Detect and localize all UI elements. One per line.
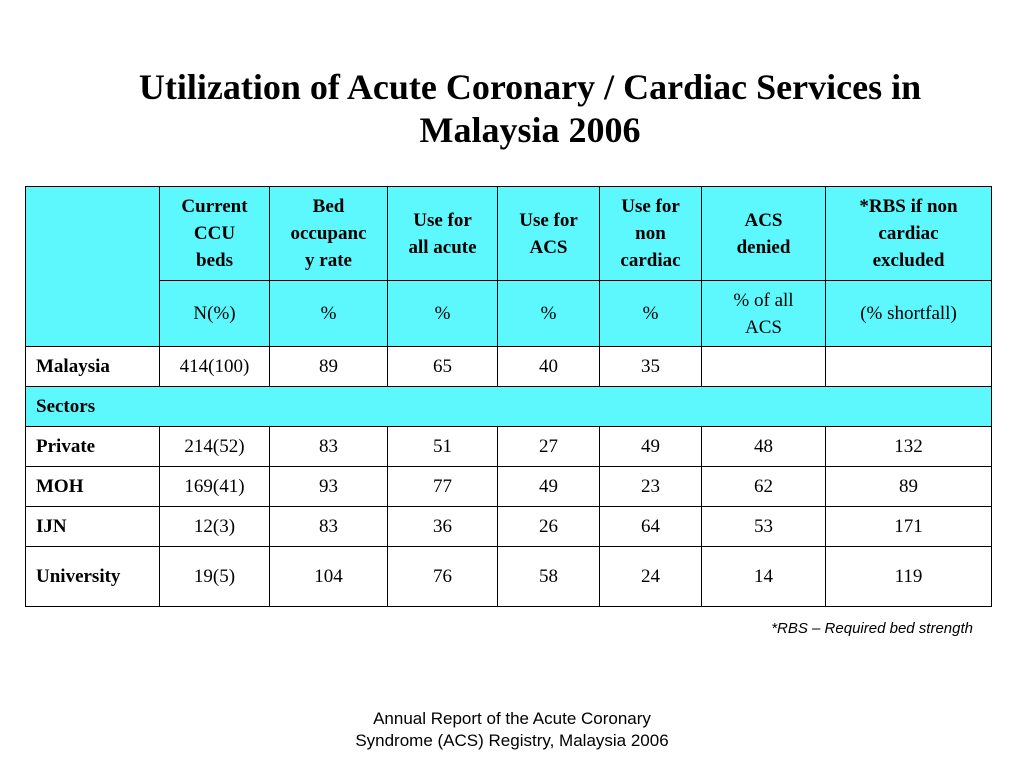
table-cell: 58: [498, 547, 600, 607]
table-cell: 171: [826, 507, 992, 547]
table-cell: 77: [388, 467, 498, 507]
table-cell: 49: [600, 427, 702, 467]
table-cell: 14: [702, 547, 826, 607]
row-label: Private: [26, 427, 160, 467]
table-cell: 24: [600, 547, 702, 607]
table-cell: 89: [826, 467, 992, 507]
row-label: IJN: [26, 507, 160, 547]
row-label: Malaysia: [26, 347, 160, 387]
table-cell: 51: [388, 427, 498, 467]
corner-cell: [26, 187, 160, 347]
column-header: Use for non cardiac: [600, 187, 702, 281]
source-citation: [312, 708, 712, 752]
table-cell: 26: [498, 507, 600, 547]
row-label: University: [26, 547, 160, 607]
table-cell: 65: [388, 347, 498, 387]
table-cell: 27: [498, 427, 600, 467]
title-line-1: Utilization of Acute Coronary / Cardiac Services in: [138, 67, 922, 107]
unit-cell: %: [388, 281, 498, 347]
table-cell: 53: [702, 507, 826, 547]
table-cell: 62: [702, 467, 826, 507]
table-cell: 414(100): [160, 347, 270, 387]
table-row: [26, 467, 992, 507]
table-cell: 119: [826, 547, 992, 607]
table-cell: 169(41): [160, 467, 270, 507]
table-cell: [702, 347, 826, 387]
table-cell: 89: [270, 347, 388, 387]
column-header: Bed occupanc y rate: [270, 187, 388, 281]
table-row: [26, 427, 992, 467]
unit-cell: (% shortfall): [826, 281, 992, 347]
page-title: [60, 66, 1000, 152]
table-cell: 83: [270, 427, 388, 467]
table-cell: 83: [270, 507, 388, 547]
table-cell: [826, 347, 992, 387]
table-cell: 12(3): [160, 507, 270, 547]
column-header: Current CCU beds: [160, 187, 270, 281]
table-cell: 214(52): [160, 427, 270, 467]
footnote: *RBS – Required bed strength: [771, 620, 973, 637]
unit-cell: %: [600, 281, 702, 347]
column-header: *RBS if non cardiac excluded: [826, 187, 992, 281]
table-row-malaysia: [26, 347, 992, 387]
sectors-row: [26, 387, 992, 427]
title-line-2: Malaysia 2006: [419, 110, 641, 150]
table-cell: 76: [388, 547, 498, 607]
table-cell: 19(5): [160, 547, 270, 607]
row-label: MOH: [26, 467, 160, 507]
column-header: Use for all acute: [388, 187, 498, 281]
source-line-2: Syndrome (ACS) Registry, Malaysia 2006: [355, 731, 669, 750]
unit-cell: % of all ACS: [702, 281, 826, 347]
utilization-table: [25, 186, 992, 607]
table-cell: 49: [498, 467, 600, 507]
column-header: Use for ACS: [498, 187, 600, 281]
unit-cell: %: [498, 281, 600, 347]
table-cell: 64: [600, 507, 702, 547]
table-cell: 40: [498, 347, 600, 387]
table-row: [26, 547, 992, 607]
unit-row: [26, 281, 992, 347]
table-cell: 132: [826, 427, 992, 467]
unit-cell: N(%): [160, 281, 270, 347]
column-header: ACS denied: [702, 187, 826, 281]
table-cell: 35: [600, 347, 702, 387]
column-header-row: [26, 187, 992, 281]
table-cell: 93: [270, 467, 388, 507]
unit-cell: %: [270, 281, 388, 347]
table-cell: 36: [388, 507, 498, 547]
sectors-label: Sectors: [26, 387, 992, 427]
source-line-1: Annual Report of the Acute Coronary: [373, 709, 651, 728]
table-cell: 48: [702, 427, 826, 467]
table-cell: 104: [270, 547, 388, 607]
table-row: [26, 507, 992, 547]
table-cell: 23: [600, 467, 702, 507]
